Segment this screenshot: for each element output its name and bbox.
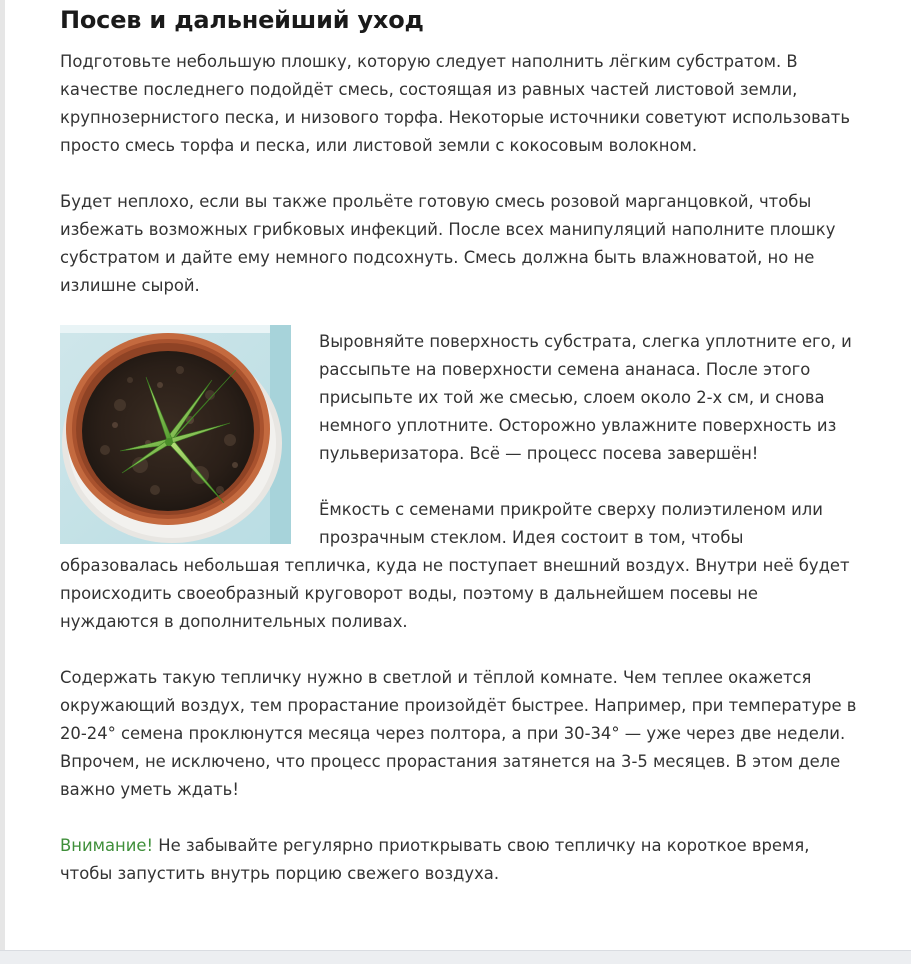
paragraph-temperature: Содержать такую тепличку нужно в светлой и тёплой комнате. Чем теплее окажется окружающий воздух, тем прорастание произойдёт быстрее. Например, при температуре в 20-24° семена проклюнутся месяца через полтора, а при 30-34° — уже через две недели. Впрочем, не исключено, что процесс прорастания затянется на 3-5 месяцев. В этом деле важно уметь ждать! (60, 668, 857, 799)
attention-text: Не забывайте регулярно приоткрывать свою тепличку на короткое время, чтобы запустить внутрь порцию свежего воздуха. (60, 836, 810, 883)
paragraph-greenhouse: Ёмкость с семенами прикройте сверху полиэтиленом или прозрачным стеклом. Идея состоит в том, чтобы образовалась небольшая тепличка, куда не поступает внешний воздух. Внутри неё будет происходить своеобразный круговорот воды, поэтому в дальнейшем посевы не нуждаются в дополнительных поливах. (60, 500, 850, 631)
paragraph-attention (60, 832, 860, 888)
paragraph-substrate: Подготовьте небольшую плошку, которую следует наполнить лёгким субстратом. В качестве последнего подойдёт смесь, состоящая из равных частей листовой земли, крупнозернистого песка, и низового торфа. Некоторые источники советуют использовать просто смесь торфа и песка, или листовой земли с кокосовым волокном. (60, 52, 851, 155)
left-rail (0, 0, 5, 964)
attention-label: Внимание! (60, 836, 154, 855)
article (60, 0, 860, 888)
section-title: Посев и дальнейший уход (60, 6, 424, 34)
pineapple-seedling-photo (60, 325, 291, 544)
paragraph-disinfection: Будет неплохо, если вы также прольёте готовую смесь розовой марганцовкой, чтобы избежать возможных грибковых инфекций. После всех манипуляций наполните плошку субстратом и дайте ему немного подсохнуть. Смесь должна быть влажноватой, но не излишне сырой. (60, 192, 836, 295)
paragraph-sowing: Выровняйте поверхность субстрата, слегка уплотните его, и рассыпьте на поверхности семена ананаса. После этого присыпьте их той же смесью, слоем около 2-х см, и снова немного уплотните. Осторожно увлажните поверхность из пульверизатора. Всё — процесс посева завершён! (319, 332, 852, 463)
bottom-strip (0, 950, 911, 964)
